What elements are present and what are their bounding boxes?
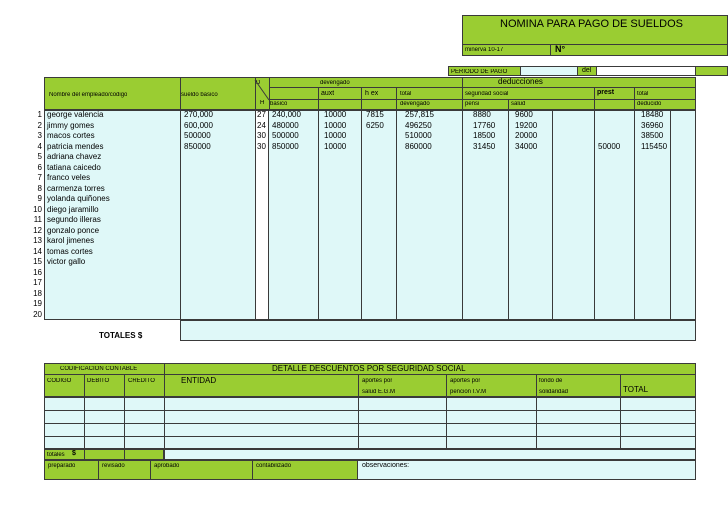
cell-name[interactable]: george valencia bbox=[47, 110, 104, 119]
preparado-label: preparado bbox=[48, 463, 76, 469]
cell-pension[interactable]: 18500 bbox=[473, 131, 496, 140]
cell-auxt[interactable]: 10000 bbox=[324, 110, 347, 119]
cell-basico[interactable]: 480000 bbox=[272, 120, 299, 130]
revisado-label: revisado bbox=[102, 463, 125, 469]
row-number: 16 bbox=[33, 267, 42, 277]
row-number: 7 bbox=[37, 173, 42, 182]
cell-total-deducido[interactable]: 18480 bbox=[641, 110, 664, 119]
col-basico-header: basico bbox=[270, 101, 288, 107]
col-total-bottom: devengado bbox=[400, 101, 430, 107]
cell-total-devengado[interactable]: 510000 bbox=[405, 131, 432, 140]
cell-auxt[interactable]: 10000 bbox=[324, 131, 347, 140]
col-hex-header: h ex bbox=[365, 90, 379, 97]
aportes-salud-bottom: salud E.G.M bbox=[362, 389, 396, 395]
cell-hex[interactable]: 6250 bbox=[366, 120, 384, 130]
company-name: minerva 10-17 bbox=[465, 47, 504, 53]
cell-salud[interactable]: 19200 bbox=[515, 120, 538, 130]
row-number: 17 bbox=[33, 278, 42, 287]
row-number: 15 bbox=[33, 257, 42, 266]
cell-dias[interactable]: 30 bbox=[257, 131, 266, 140]
cell-auxt[interactable]: 10000 bbox=[324, 141, 347, 151]
cell-name[interactable]: segundo illeras bbox=[47, 215, 101, 224]
row-number: 8 bbox=[37, 183, 42, 193]
accounting-debito-header: DEBITO bbox=[87, 378, 110, 384]
col-name-header: Nombre del empleado/codigo bbox=[49, 92, 128, 98]
cell-total-devengado[interactable]: 257,815 bbox=[405, 110, 434, 119]
cell-name[interactable]: adriana chavez bbox=[47, 152, 102, 161]
aportes-salud-top: aportes por bbox=[362, 378, 393, 384]
cell-sueldo[interactable]: 270,000 bbox=[184, 110, 213, 119]
devengado-group-label: devengado bbox=[320, 80, 350, 86]
cell-basico[interactable]: 500000 bbox=[272, 131, 299, 140]
social-total-header: TOTAL bbox=[623, 386, 649, 394]
cell-name[interactable]: karol jimenes bbox=[47, 236, 95, 245]
col-prest-header: prest bbox=[597, 89, 615, 96]
accounting-title: CODIFICACION CONTABLE bbox=[60, 366, 138, 372]
cell-sueldo[interactable]: 600,000 bbox=[184, 120, 213, 130]
cell-auxt[interactable]: 10000 bbox=[324, 120, 347, 130]
col-dias-top: D bbox=[256, 80, 261, 86]
col-totded-bottom: deducido bbox=[637, 101, 662, 107]
col-total-top: total bbox=[400, 91, 412, 97]
row-number: 12 bbox=[33, 225, 42, 235]
row-number: 10 bbox=[33, 204, 42, 214]
cell-sueldo[interactable]: 500000 bbox=[184, 131, 211, 140]
cell-sueldo[interactable]: 850000 bbox=[184, 141, 211, 151]
row-number: 5 bbox=[37, 152, 42, 161]
cell-hex[interactable]: 7815 bbox=[366, 110, 384, 119]
fondo-bottom: solidaridad bbox=[539, 389, 569, 395]
social-title: DETALLE DESCUENTOS POR SEGURIDAD SOCIAL bbox=[272, 365, 466, 373]
row-number: 2 bbox=[37, 120, 42, 130]
col-segsocial-header: seguridad social bbox=[465, 91, 509, 97]
cell-dias[interactable]: 30 bbox=[257, 141, 266, 151]
period-label: PERIODO DE PAGO bbox=[451, 69, 508, 75]
col-totded-top: total bbox=[637, 91, 649, 97]
period-del-label: del bbox=[582, 67, 592, 74]
fondo-top: fondo de bbox=[539, 378, 563, 384]
accounting-credito-header: CREDITO bbox=[128, 378, 155, 384]
col-auxt-header: auxt bbox=[321, 90, 335, 97]
row-number: 19 bbox=[33, 299, 42, 308]
page-title: NOMINA PARA PAGO DE SUELDOS bbox=[500, 18, 683, 30]
row-number: 6 bbox=[37, 162, 42, 172]
cell-basico[interactable]: 850000 bbox=[272, 141, 299, 151]
contabilizado-label: contabilizado bbox=[256, 463, 292, 469]
aprobado-label: aprobado bbox=[154, 463, 180, 469]
cell-name[interactable]: victor gallo bbox=[47, 257, 86, 266]
aportes-pension-bottom: pencion I.V.M bbox=[450, 389, 487, 395]
cell-name[interactable]: carmenza torres bbox=[47, 183, 105, 193]
entidad-header: ENTIDAD bbox=[181, 377, 217, 385]
cell-basico[interactable]: 240,000 bbox=[272, 110, 301, 119]
row-number: 4 bbox=[37, 141, 42, 151]
cell-total-devengado[interactable]: 496250 bbox=[405, 120, 432, 130]
row-number: 18 bbox=[33, 288, 42, 298]
cell-pension[interactable]: 31450 bbox=[473, 141, 496, 151]
totals-label: TOTALES $ bbox=[99, 331, 143, 340]
row-number: 14 bbox=[33, 246, 42, 256]
cell-total-deducido[interactable]: 115450 bbox=[641, 141, 668, 151]
cell-total-devengado[interactable]: 860000 bbox=[405, 141, 432, 151]
col-dias-bottom: H bbox=[260, 100, 265, 106]
cell-name[interactable]: macos cortes bbox=[47, 131, 95, 140]
row-number: 13 bbox=[33, 236, 42, 245]
accounting-totals-dollar: $ bbox=[72, 450, 76, 457]
cell-salud[interactable]: 20000 bbox=[515, 131, 538, 140]
cell-name[interactable]: franco veles bbox=[47, 173, 91, 182]
col-sueldo-header: sueldo basico bbox=[181, 92, 218, 98]
deducciones-group-label: deducciones bbox=[498, 78, 543, 86]
row-number: 3 bbox=[37, 131, 42, 140]
accounting-codigo-header: CODIGO bbox=[47, 378, 72, 384]
cell-name[interactable]: yolanda quiñones bbox=[47, 194, 110, 203]
cell-total-deducido[interactable]: 38500 bbox=[641, 131, 664, 140]
cell-name[interactable]: jimmy gomes bbox=[47, 120, 95, 130]
cell-dias[interactable]: 27 bbox=[257, 110, 266, 119]
cell-name[interactable]: diego jaramillo bbox=[47, 204, 99, 214]
row-number: 11 bbox=[33, 215, 42, 224]
cell-pension[interactable]: 8880 bbox=[473, 110, 491, 119]
cell-prestamo[interactable]: 50000 bbox=[598, 141, 621, 151]
cell-name[interactable]: tomas cortes bbox=[47, 246, 93, 256]
aportes-pension-top: aportes por bbox=[450, 378, 481, 384]
observaciones-label: observaciones: bbox=[362, 462, 410, 469]
col-pensi-header: pensi bbox=[465, 101, 480, 107]
cell-name[interactable]: gonzalo ponce bbox=[47, 225, 100, 235]
cell-name[interactable]: patricia mendes bbox=[47, 141, 104, 151]
row-number: 1 bbox=[37, 110, 42, 119]
cell-salud[interactable]: 9600 bbox=[515, 110, 533, 119]
accounting-totals-label: totales bbox=[47, 452, 65, 458]
cell-total-deducido[interactable]: 36960 bbox=[641, 120, 664, 130]
col-salud-header: salud bbox=[511, 101, 526, 107]
cell-pension[interactable]: 17760 bbox=[473, 120, 496, 130]
row-number: 20 bbox=[33, 309, 42, 319]
cell-salud[interactable]: 34000 bbox=[515, 141, 538, 151]
cell-name[interactable]: tatiana caicedo bbox=[47, 162, 101, 172]
cell-dias[interactable]: 24 bbox=[257, 120, 266, 130]
number-label: N° bbox=[555, 44, 566, 54]
row-number: 9 bbox=[37, 194, 42, 203]
